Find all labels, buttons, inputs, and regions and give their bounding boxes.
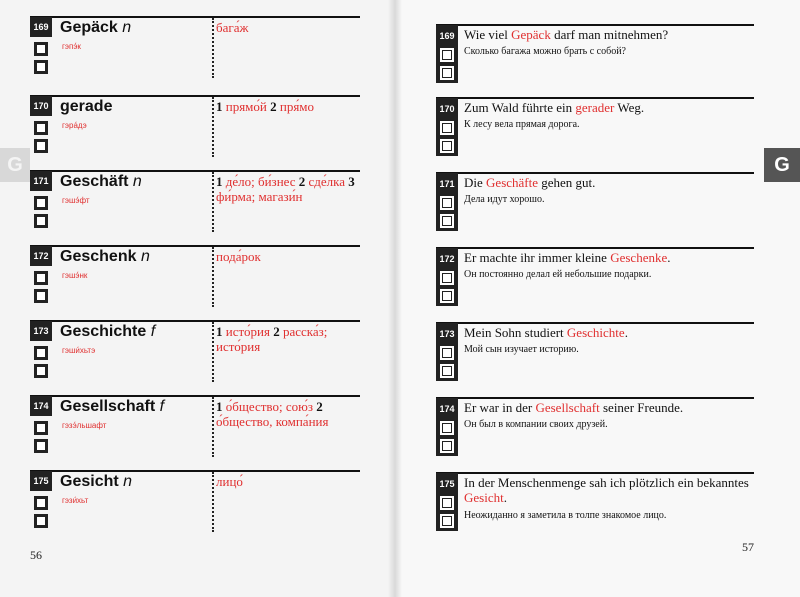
right-letter-tab: G	[764, 148, 800, 182]
example-text: darf man mitnehmen?	[550, 27, 669, 42]
headword: Gesellschaft	[60, 398, 156, 415]
review-checkbox[interactable]	[440, 289, 454, 303]
dotted-divider	[212, 472, 214, 532]
highlighted-word: gerader	[575, 100, 615, 115]
german-word	[60, 173, 142, 191]
sense-number: 2	[316, 399, 323, 414]
russian-example: Дела идут хорошо.	[464, 194, 545, 205]
translation-text: фи́рма; магази́н	[216, 189, 303, 204]
example-text: .	[503, 490, 507, 505]
review-checkbox[interactable]	[34, 139, 48, 153]
entry-number: 170	[30, 96, 52, 116]
review-checkbox[interactable]	[34, 289, 48, 303]
german-word	[60, 398, 164, 416]
review-checkbox[interactable]	[440, 214, 454, 228]
transliteration: гэпэ́к	[62, 42, 81, 51]
entry-number: 173	[439, 329, 455, 339]
example-text: gehen gut.	[538, 175, 596, 190]
sense-number: 1	[216, 174, 226, 189]
gender-marker: n	[132, 173, 142, 190]
book-gutter	[388, 0, 402, 597]
sense-number: 1	[216, 399, 226, 414]
example-card	[436, 472, 754, 530]
learned-checkbox[interactable]	[34, 496, 48, 510]
learned-checkbox[interactable]	[440, 121, 454, 135]
vocab-card	[30, 395, 360, 455]
headword: Geschäft	[60, 173, 129, 190]
translation-text: пря́мо	[279, 99, 315, 114]
transliteration: гэшэ́фт	[62, 196, 90, 205]
gender-marker: f	[159, 398, 165, 415]
sense-number: 2	[273, 324, 283, 339]
russian-translation	[216, 249, 358, 264]
gender-marker: n	[122, 19, 132, 36]
example-text: .	[624, 325, 628, 340]
russian-translation	[216, 174, 358, 204]
sense-number: 2	[298, 174, 309, 189]
highlighted-word: Gepäck	[511, 27, 551, 42]
example-text: Weg.	[614, 100, 645, 115]
example-text: .	[667, 250, 671, 265]
review-checkbox[interactable]	[440, 439, 454, 453]
highlighted-word: Gesicht	[464, 490, 504, 505]
russian-example: Он был в компании своих друзей.	[464, 419, 608, 430]
vocab-card	[30, 16, 360, 76]
translation-text: исто́рия	[225, 324, 274, 339]
russian-example: Неожиданно я заметила в толпе знакомое лицо.	[464, 510, 667, 521]
russian-example: Сколько багажа можно брать с собой?	[464, 46, 626, 57]
highlighted-word: Geschichte	[566, 325, 625, 340]
vocab-card	[30, 470, 360, 530]
dotted-divider	[212, 397, 214, 457]
example-text: In der Menschenmenge sah ich plötzlich ein bekanntes	[464, 475, 749, 490]
headword: gerade	[60, 98, 113, 115]
vocab-card	[30, 170, 360, 230]
example-text: Zum Wald führte ein	[464, 100, 576, 115]
german-example	[464, 400, 754, 415]
review-checkbox[interactable]	[34, 514, 48, 528]
learned-checkbox[interactable]	[440, 496, 454, 510]
translation-text: о́бщество, компа́ния	[216, 414, 329, 429]
sense-number: 3	[348, 174, 355, 189]
entry-number: 172	[30, 246, 52, 266]
review-checkbox[interactable]	[440, 364, 454, 378]
highlighted-word: Geschäfte	[486, 175, 538, 190]
transliteration: гэзи́хьт	[62, 496, 89, 505]
sense-number: 1	[216, 99, 226, 114]
dotted-divider	[212, 247, 214, 307]
learned-checkbox[interactable]	[34, 196, 48, 210]
learned-checkbox[interactable]	[440, 271, 454, 285]
translation-text: сде́лка	[308, 174, 349, 189]
german-example	[464, 100, 754, 115]
headword: Gepäck	[60, 19, 118, 36]
learned-checkbox[interactable]	[34, 271, 48, 285]
entry-number: 169	[30, 17, 52, 37]
highlighted-word: Geschenke	[610, 250, 668, 265]
german-example	[464, 27, 754, 42]
example-card	[436, 97, 754, 155]
translation-text: бага́ж	[216, 20, 249, 35]
german-word	[60, 19, 131, 37]
german-example	[464, 250, 754, 265]
right-page-number: 57	[742, 540, 754, 554]
learned-checkbox[interactable]	[34, 121, 48, 135]
review-checkbox[interactable]	[34, 439, 48, 453]
review-checkbox[interactable]	[34, 60, 48, 74]
review-checkbox[interactable]	[34, 214, 48, 228]
gender-marker: f	[150, 323, 156, 340]
example-text: Wie viel	[464, 27, 512, 42]
learned-checkbox[interactable]	[34, 421, 48, 435]
example-card	[436, 172, 754, 230]
russian-example: Мой сын изучает историю.	[464, 344, 579, 355]
transliteration: гэшэ́нк	[62, 271, 88, 280]
learned-checkbox[interactable]	[440, 346, 454, 360]
translation-text: де́ло; би́знес	[225, 174, 299, 189]
entry-number: 174	[30, 396, 52, 416]
example-text: Die	[464, 175, 487, 190]
sense-number: 1	[216, 324, 226, 339]
entry-number: 174	[439, 404, 455, 414]
entry-number: 175	[439, 479, 455, 489]
dotted-divider	[212, 322, 214, 382]
translation-text: пода́рок	[216, 249, 261, 264]
dotted-divider	[212, 172, 214, 232]
learned-checkbox[interactable]	[34, 42, 48, 56]
translation-text: расска́з; исто́рия	[216, 324, 328, 354]
example-card	[436, 322, 754, 380]
entry-number: 170	[439, 104, 455, 114]
review-checkbox[interactable]	[440, 139, 454, 153]
transliteration: гэра́дэ	[62, 121, 87, 130]
review-checkbox[interactable]	[440, 66, 454, 80]
example-text: Er war in der	[464, 400, 536, 415]
entry-number: 172	[439, 254, 455, 264]
learned-checkbox[interactable]	[440, 421, 454, 435]
vocab-card	[30, 320, 360, 380]
learned-checkbox[interactable]	[34, 346, 48, 360]
headword: Geschenk	[60, 248, 137, 265]
example-card	[436, 247, 754, 305]
example-text: Mein Sohn studiert	[464, 325, 567, 340]
entry-number: 169	[439, 31, 455, 41]
entry-number: 173	[30, 321, 52, 341]
vocab-card	[30, 245, 360, 305]
russian-translation	[216, 324, 358, 354]
german-example	[464, 325, 754, 340]
dotted-divider	[212, 97, 214, 157]
sense-number: 2	[270, 99, 280, 114]
headword: Geschichte	[60, 323, 147, 340]
example-card	[436, 397, 754, 455]
german-word	[60, 323, 155, 341]
russian-translation	[216, 399, 358, 429]
example-text: seiner Freunde.	[599, 400, 684, 415]
entry-number: 171	[439, 179, 455, 189]
example-text: Er machte ihr immer kleine	[464, 250, 611, 265]
russian-translation	[216, 20, 358, 35]
review-checkbox[interactable]	[34, 364, 48, 378]
left-page-number: 56	[30, 548, 42, 562]
vocab-card	[30, 95, 360, 155]
russian-translation	[216, 99, 358, 114]
translation-text: прямо́й	[225, 99, 271, 114]
german-example	[464, 475, 754, 505]
translation-text: о́бщество; сою́з	[225, 399, 317, 414]
learned-checkbox[interactable]	[440, 196, 454, 210]
gender-marker: n	[140, 248, 150, 265]
headword: Gesicht	[60, 473, 119, 490]
german-word	[60, 248, 150, 266]
review-checkbox[interactable]	[440, 514, 454, 528]
highlighted-word: Gesellschaft	[535, 400, 600, 415]
learned-checkbox[interactable]	[440, 48, 454, 62]
translation-text: лицо́	[216, 474, 243, 489]
german-word	[60, 98, 112, 116]
russian-example: Он постоянно делал ей небольшие подарки.	[464, 269, 652, 280]
german-example	[464, 175, 754, 190]
entry-number: 171	[30, 171, 52, 191]
entry-number: 175	[30, 471, 52, 491]
example-card	[436, 24, 754, 82]
german-word	[60, 473, 132, 491]
left-letter-tab: G	[0, 148, 30, 182]
gender-marker: n	[123, 473, 133, 490]
transliteration: гэши́хьтэ	[62, 346, 96, 355]
russian-translation	[216, 474, 358, 489]
transliteration: гэзэ́льшафт	[62, 421, 107, 430]
russian-example: К лесу вела прямая дорога.	[464, 119, 580, 130]
dotted-divider	[212, 18, 214, 78]
